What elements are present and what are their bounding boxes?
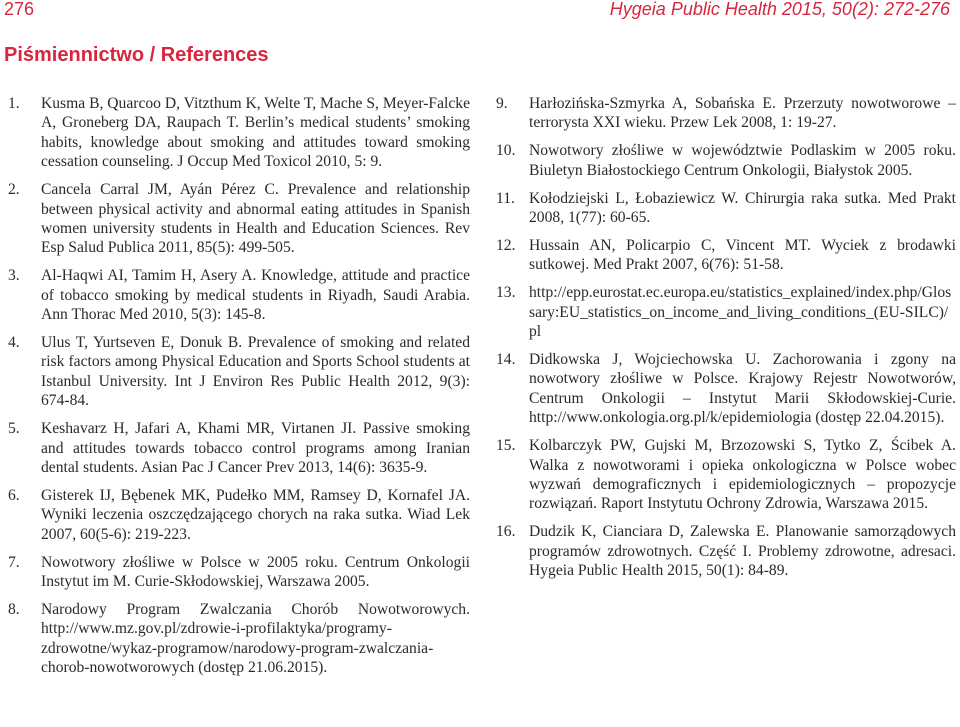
reference-number: 9. bbox=[496, 95, 508, 112]
references-column-left bbox=[8, 94, 470, 686]
reference-number: 14. bbox=[496, 350, 516, 368]
reference-item bbox=[496, 522, 956, 580]
reference-text: Kołodziejski L, Łobaziewicz W. Chirurgia raka sutka. Med Prakt 2008, 1(77): 60-65. bbox=[529, 189, 956, 227]
reference-text: http://epp.eurostat.ec.europa.eu/statistics_explained/index.php/Glossary:EU_statistics_on_income_and_living_conditions_(EU-SILC)/pl bbox=[529, 284, 952, 341]
reference-text: Cancela Carral JM, Ayán Pérez C. Prevalence and relationship between physical activity and abnormal eating attitudes in Spanish women university students in Health and Education Sciences. Rev Esp Salud Publica 2011, 85(5): 499-505. bbox=[41, 181, 470, 257]
journal-citation: Hygeia Public Health 2015, 50(2): 272-276 bbox=[609, 0, 950, 19]
reference-text: Dudzik K, Cianciara D, Zalewska E. Planowanie samorządowych programów zdrowotnych. Część I. Problemy zdrowotne, adresaci. Hygeia Public Health 2015, 50(1): 84-89. bbox=[529, 523, 956, 580]
reference-item bbox=[496, 189, 956, 228]
reference-number: 7. bbox=[8, 553, 20, 571]
reference-text: Didkowska J, Wojciechowska U. Zachorowania i zgony na nowotwory złośliwe w Polsce. Krajowy Rejestr Nowotworów, Centrum Onkologii – Instytut Marii Skłodowskiej-Curie. http://www.onkologia.org.pl/k/epidemiologia (dostęp 22.04.2015). bbox=[529, 350, 956, 427]
reference-item bbox=[496, 436, 956, 514]
reference-item bbox=[8, 333, 470, 411]
reference-item bbox=[8, 180, 470, 258]
reference-item bbox=[8, 419, 470, 477]
reference-text: Narodowy Program Zwalczania Chorób Nowotworowych. http://www.mz.gov.pl/zdrowie-i-profilaktyka/programy-zdrowotne/wykaz-programow/narodowy-program-zwalczania-chorob-nowotworowych (dostęp 21.06.2015). bbox=[41, 600, 470, 677]
reference-item bbox=[8, 486, 470, 544]
reference-number: 1. bbox=[8, 95, 20, 112]
reference-number: 16. bbox=[496, 523, 516, 541]
reference-number: 8. bbox=[8, 600, 20, 618]
reference-item bbox=[8, 553, 470, 592]
reference-item bbox=[496, 141, 956, 180]
reference-number: 3. bbox=[8, 267, 20, 285]
reference-text: Gisterek IJ, Bębenek MK, Pudełko MM, Ramsey D, Kornafel JA. Wyniki leczenia oszczędzającego chorych na raka sutka. Wiad Lek 2007, 60(5-6): 219-223. bbox=[41, 486, 470, 543]
reference-item bbox=[496, 94, 956, 133]
reference-item bbox=[8, 600, 470, 678]
reference-item bbox=[8, 266, 470, 324]
reference-text: Ulus T, Yurtseven E, Donuk B. Prevalence of smoking and related risk factors among Physical Education and Sports School students at Istanbul University. Int J Environ Res Public Health 2012, 9(3): 674-84. bbox=[41, 333, 470, 410]
reference-text: Keshavarz H, Jafari A, Khami MR, Virtanen JI. Passive smoking and attitudes towards tobacco control programs among Iranian dental students. Asian Pac J Cancer Prev 2013, 14(6): 3635-9. bbox=[41, 420, 470, 476]
reference-number: 6. bbox=[8, 486, 20, 504]
reference-text: Kolbarczyk PW, Gujski M, Brzozowski S, Tytko Z, Ścibek A. Walka z nowotworami i opieka onkologiczna w Polsce wobec wyzwań demograficznych i epidemiologicznych – propozycje rozwiązań. Raport Instytutu Ochrony Zdrowia, Warszawa 2015. bbox=[529, 437, 956, 513]
reference-item bbox=[496, 236, 956, 275]
reference-text: Hussain AN, Policarpio C, Vincent MT. Wyciek z brodawki sutkowej. Med Prakt 2007, 6(76): 51-58. bbox=[529, 236, 956, 274]
reference-number: 10. bbox=[496, 142, 516, 160]
reference-text: Al-Haqwi AI, Tamim H, Asery A. Knowledge, attitude and practice of tobacco smoking by medical students in Riyadh, Saudi Arabia. Ann Thorac Med 2010, 5(3): 145-8. bbox=[41, 267, 470, 324]
reference-text: Kusma B, Quarcoo D, Vitzthum K, Welte T, Mache S, Meyer-Falcke A, Groneberg DA, Raupach T. Berlin’s medical students’ smoking habits, knowledge about smoking and attitudes toward smoking cessation counseling. J Occup Med Toxicol 2010, 5: 9. bbox=[41, 95, 470, 171]
reference-item bbox=[8, 94, 470, 172]
reference-number: 13. bbox=[496, 284, 516, 302]
page-number: 276 bbox=[4, 0, 35, 19]
reference-number: 12. bbox=[496, 236, 516, 254]
references-column-right bbox=[496, 94, 956, 589]
reference-text: Nowotwory złośliwe w Polsce w 2005 roku. Centrum Onkologii Instytut im M. Curie-Skłodowskiej, Warszawa 2005. bbox=[41, 553, 470, 590]
reference-number: 2. bbox=[8, 181, 20, 199]
reference-text: Harłozińska-Szmyrka A, Sobańska E. Przerzuty nowotworowe – terrorysta XXI wieku. Przew Lek 2008, 1: 19-27. bbox=[529, 95, 956, 132]
reference-number: 11. bbox=[496, 189, 515, 207]
reference-number: 4. bbox=[8, 333, 20, 351]
reference-item bbox=[496, 350, 956, 428]
reference-item bbox=[496, 283, 956, 341]
reference-text: Nowotwory złośliwe w województwie Podlaskim w 2005 roku. Biuletyn Białostockiego Centrum Onkologii, Białystok 2005. bbox=[529, 142, 956, 179]
reference-number: 15. bbox=[496, 437, 516, 455]
reference-number: 5. bbox=[8, 420, 20, 438]
section-title: Piśmiennictwo / References bbox=[4, 44, 269, 66]
